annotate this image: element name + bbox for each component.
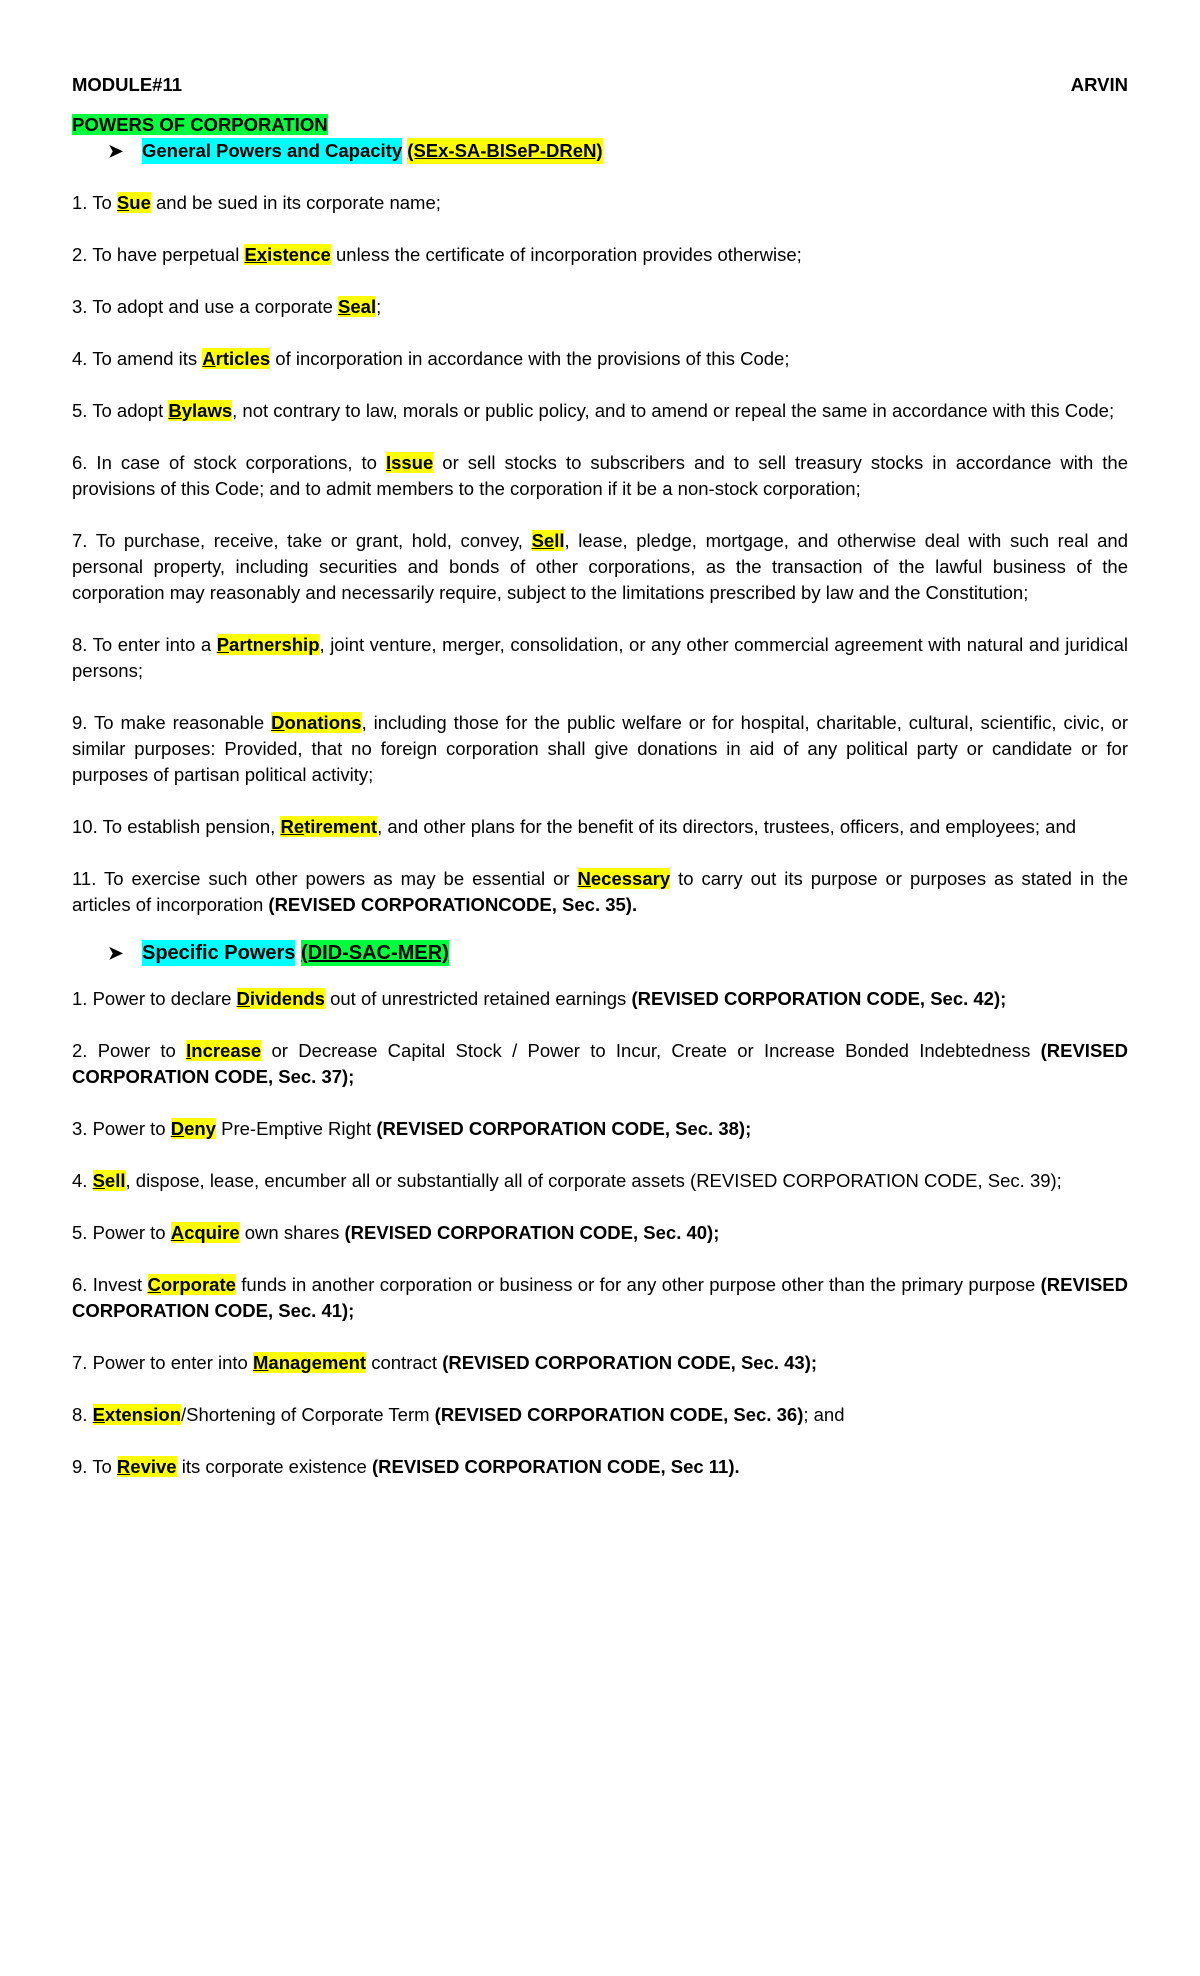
keyword-initial: S [116, 192, 130, 213]
general-heading-text: General Powers and Capacity [142, 138, 402, 164]
item-text: 1. To [72, 192, 117, 213]
item-text: , not contrary to law, morals or public policy, and to amend or repeal the same in accordance with this Code; [232, 400, 1115, 421]
mnemonic-keyword [168, 400, 232, 421]
item-text: 2. To have perpetual [72, 244, 245, 265]
item-text: or sell stocks to subscribers and to sell treasury stocks in accordance with the provisions of this Code; and to admit members to the corporation if it be a non-stock corporation; [72, 452, 1128, 499]
mnemonic-keyword [117, 1456, 177, 1477]
keyword-rest: ue [129, 192, 151, 213]
keyword-rest: eal [350, 296, 377, 317]
code-reference: (REVISED CORPORATION CODE, Sec 11). [371, 1456, 740, 1477]
list-item [72, 814, 1128, 840]
keyword-initial: M [253, 1352, 269, 1373]
general-mnemonic: (SEx-SA-BISeP-DReN) [407, 138, 602, 164]
mnemonic-keyword [93, 1404, 181, 1425]
item-text: 11. To exercise such other powers as may be essential or [72, 868, 578, 889]
item-text: , joint venture, merger, consolidation, or any other commercial agreement with natural and juridical persons; [72, 634, 1128, 681]
code-reference: (REVISED CORPORATION CODE, Sec. 36) [434, 1404, 804, 1425]
item-text: to carry out its purpose or purposes as stated in the articles of incorporation [72, 868, 1128, 915]
mnemonic-keyword [93, 1170, 126, 1191]
keyword-rest: ssue [391, 452, 434, 473]
item-text: , including those for the public welfare or for hospital, charitable, cultural, scientific, civic, or similar purposes: Provided, that no foreign corporation shall give donations in aid of any political party or candidate or for purposes of partisan political activity; [72, 712, 1128, 785]
item-text: 6. Invest [72, 1274, 148, 1295]
list-item [72, 1454, 1128, 1480]
keyword-initial: D [170, 1118, 185, 1139]
item-text: /Shortening of Corporate Term [181, 1404, 435, 1425]
mnemonic-keyword [148, 1274, 236, 1295]
list-item [72, 528, 1128, 606]
specific-mnemonic: (DID-SAC-MER) [300, 942, 449, 964]
keyword-rest: eny [184, 1118, 216, 1139]
list-item [72, 1038, 1128, 1090]
keyword-initial: I [186, 1040, 192, 1061]
list-item [72, 1220, 1128, 1246]
page-header [72, 72, 1128, 98]
keyword-initial: A [202, 348, 216, 369]
keyword-rest: cquire [184, 1222, 240, 1243]
arrow-bullet-icon: ➤ [108, 141, 124, 161]
list-item [72, 1350, 1128, 1376]
item-text: 4. [72, 1170, 93, 1191]
item-text: and be sued in its corporate name; [150, 192, 441, 213]
keyword-rest: rticles [215, 348, 271, 369]
list-item [72, 346, 1128, 372]
code-reference: (REVISED CORPORATION CODE, Sec. 41); [72, 1274, 1128, 1321]
mnemonic-keyword [117, 192, 151, 213]
title-text: POWERS OF CORPORATION [72, 114, 328, 135]
document-page [72, 72, 1128, 1480]
specific-powers-list [72, 986, 1128, 1480]
code-reference: (REVISED CORPORATION CODE, Sec. 42); [631, 988, 1007, 1009]
mnemonic-keyword [280, 816, 377, 837]
keyword-rest: ividends [249, 988, 325, 1009]
keyword-rest: tirement [304, 816, 378, 837]
list-item [72, 450, 1128, 502]
mnemonic-keyword [171, 1118, 216, 1139]
item-text: 10. To establish pension, [72, 816, 281, 837]
list-item [72, 632, 1128, 684]
keyword-initial: Se [531, 530, 555, 551]
code-reference: (REVISED CORPORATION CODE, Sec. 37); [72, 1040, 1128, 1087]
item-text: 1. Power to declare [72, 988, 237, 1009]
mnemonic-keyword [271, 712, 361, 733]
keyword-rest: ncrease [191, 1040, 262, 1061]
keyword-rest: xtension [104, 1404, 181, 1425]
item-text: 7. To purchase, receive, take or grant, hold, convey, [72, 530, 532, 551]
item-text: 5. Power to [72, 1222, 171, 1243]
keyword-rest: evive [130, 1456, 177, 1477]
keyword-rest: orporate [160, 1274, 236, 1295]
list-item [72, 1272, 1128, 1324]
keyword-initial: R [116, 1456, 131, 1477]
code-reference: (REVISED CORPORATION CODE, Sec. 38); [376, 1118, 752, 1139]
keyword-rest: ecessary [590, 868, 671, 889]
item-text: 7. Power to enter into [72, 1352, 253, 1373]
list-item [72, 1168, 1128, 1194]
mnemonic-keyword [253, 1352, 366, 1373]
keyword-initial: D [271, 712, 285, 733]
list-item [72, 1116, 1128, 1142]
keyword-initial: Ex [244, 244, 268, 265]
mnemonic-keyword [202, 348, 270, 369]
mnemonic-keyword [532, 530, 565, 551]
keyword-initial: Re [280, 816, 305, 837]
list-item [72, 986, 1128, 1012]
arrow-bullet-icon: ➤ [108, 943, 124, 963]
item-text: , and other plans for the benefit of its directors, trustees, officers, and employees; and [377, 816, 1077, 837]
keyword-initial: N [577, 868, 591, 889]
keyword-rest: onations [284, 712, 362, 733]
module-label: MODULE#11 [72, 74, 183, 95]
code-reference: (REVISED CORPORATIONCODE, Sec. 35). [268, 894, 638, 915]
item-text: 9. To [72, 1456, 117, 1477]
item-text: contract [366, 1352, 443, 1373]
item-text: funds in another corporation or business or for any other purpose other than the primary purpose [235, 1274, 1041, 1295]
author-label: ARVIN [1070, 74, 1128, 95]
keyword-rest: anagement [268, 1352, 367, 1373]
keyword-initial: B [168, 400, 182, 421]
mnemonic-keyword [171, 1222, 240, 1243]
item-text: or Decrease Capital Stock / Power to Incur, Create or Increase Bonded Indebtedness [261, 1040, 1041, 1061]
mnemonic-keyword [237, 988, 325, 1009]
keyword-rest: istence [267, 244, 331, 265]
mnemonic-keyword [578, 868, 671, 889]
general-powers-list [72, 190, 1128, 918]
keyword-initial: P [216, 634, 230, 655]
item-text: unless the certificate of incorporation provides otherwise; [330, 244, 802, 265]
list-item [72, 242, 1128, 268]
item-text: 3. To adopt and use a corporate [72, 296, 339, 317]
mnemonic-keyword [338, 296, 376, 317]
keyword-rest: ll [554, 530, 565, 551]
item-text: 9. To make reasonable [72, 712, 272, 733]
mnemonic-keyword [244, 244, 330, 265]
list-item [72, 710, 1128, 788]
item-text: 4. To amend its [72, 348, 203, 369]
item-text: own shares [239, 1222, 345, 1243]
list-item [72, 294, 1128, 320]
mnemonic-keyword [386, 452, 433, 473]
keyword-initial: S [338, 296, 351, 317]
code-reference: (REVISED CORPORATION CODE, Sec. 43); [442, 1352, 818, 1373]
item-text: Pre-Emptive Right [215, 1118, 377, 1139]
mnemonic-keyword [186, 1040, 261, 1061]
list-item [72, 190, 1128, 216]
general-heading [108, 138, 1128, 164]
section-title [72, 112, 1128, 138]
item-text: of incorporation in accordance with the provisions of this Code; [270, 348, 790, 369]
item-text: 2. Power to [72, 1040, 187, 1061]
specific-heading-text: Specific Powers [142, 942, 296, 964]
item-text: 8. To enter into a [72, 634, 217, 655]
list-item [72, 398, 1128, 424]
list-item [72, 866, 1128, 918]
keyword-rest: ylaws [181, 400, 233, 421]
item-text: ; [376, 296, 382, 317]
list-item [72, 1402, 1128, 1428]
keyword-initial: D [236, 988, 250, 1009]
item-text: 6. In case of stock corporations, to [72, 452, 386, 473]
code-reference: (REVISED CORPORATION CODE, Sec. 40); [344, 1222, 720, 1243]
item-text: 3. Power to [72, 1118, 171, 1139]
keyword-initial: C [147, 1274, 161, 1295]
item-text: its corporate existence [176, 1456, 372, 1477]
keyword-rest: artnership [229, 634, 320, 655]
item-text: ; and [803, 1404, 845, 1425]
mnemonic-keyword [217, 634, 320, 655]
keyword-initial: S [92, 1170, 105, 1191]
specific-heading [108, 940, 1128, 966]
item-text: out of unrestricted retained earnings [324, 988, 632, 1009]
keyword-initial: A [170, 1222, 185, 1243]
keyword-initial: I [385, 452, 392, 473]
item-text: 8. [72, 1404, 93, 1425]
item-text: , lease, pledge, mortgage, and otherwise deal with such real and personal property, including securities and bonds of other corporations, as the transaction of the lawful business of the corporation may reasonably and necessarily require, subject to the limitations prescribed by law and the Constitution; [72, 530, 1128, 603]
keyword-initial: E [92, 1404, 105, 1425]
keyword-rest: ell [104, 1170, 126, 1191]
item-text: , dispose, lease, encumber all or substantially all of corporate assets (REVISED CORPORATION CODE, Sec. 39); [125, 1170, 1062, 1191]
item-text: 5. To adopt [72, 400, 169, 421]
